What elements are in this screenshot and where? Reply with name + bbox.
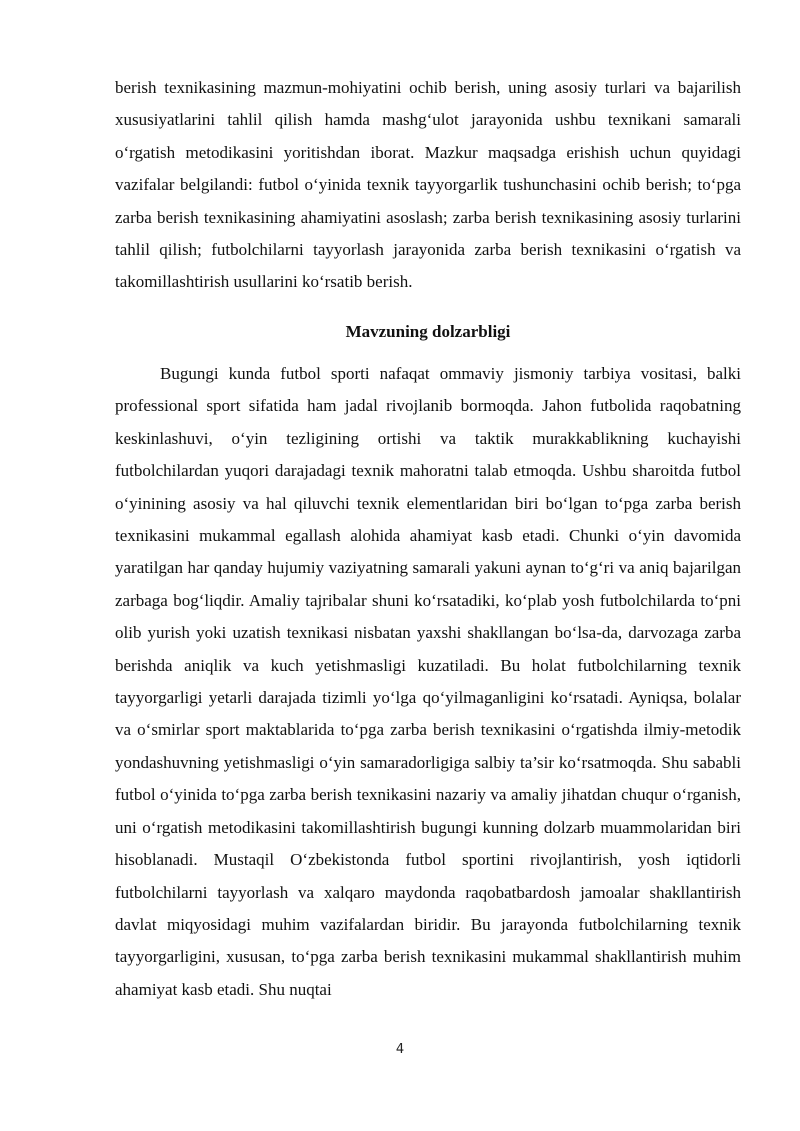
intro-paragraph: berish texnikasining mazmun-mohiyatini ochib berish, uning asosiy turlari va bajarilish xususiyatlarini tahlil qilish hamda mashg‘ulot jarayonida ushbu texnikani samarali o‘rgatish metodikasini yoritishdan iborat. Mazkur maqsadga erishish uchun quyidagi vazifalar belgilandi: futbol o‘yinida texnik tayyorgarlik tushunchasini ochib berish; to‘pga zarba berish texnikasining ahamiyatini asoslash; zarba berish texnikasining asosiy turlarini tahlil qilish; futbolchilarni tayyorlash jarayonida zarba berish texnikasini o‘rgatish va takomillashtirish usullarini ko‘rsatib berish. xyxy=(115,78,741,292)
body-paragraph: Bugungi kunda futbol sporti nafaqat ommaviy jismoniy tarbiya vositasi, balki professional sport sifatida ham jadal rivojlanib bormoqda. Jahon futbolida raqobatning keskinlashuvi, o‘yin tezligining ortishi va taktik murakkablikning kuchayishi futbolchilardan yuqori darajadagi texnik mahoratni talab etmoqda. Ushbu sharoitda futbol o‘yinining asosiy va hal qiluvchi texnik elementlaridan biri bo‘lgan to‘pga zarba berish texnikasini mukammal egallash alohida ahamiyat kasb etadi. Chunki o‘yin davomida yaratilgan har qanday hujumiy vaziyatning samarali yakuni aynan to‘g‘ri va aniq bajarilgan zarbaga bog‘liqdir. Amaliy tajribalar shuni ko‘rsatadiki, ko‘plab yosh futbolchilarda to‘pni olib yurish yoki uzatish texnikasi nisbatan yaxshi shakllangan bo‘lsa-da, darvozaga zarba berishda aniqlik va kuch yetishmasligi kuzatiladi. Bu holat futbolchilarning texnik tayyorgarligi yetarli darajada tizimli yo‘lga qo‘yilmaganligini ko‘rsatadi. Ayniqsa, bolalar va o‘smirlar sport maktablarida to‘pga zarba berish texnikasini o‘rgatishda ilmiy-metodik yondashuvning yetishmasligi o‘yin samaradorligiga salbiy ta’sir ko‘rsatmoqda. Shu sababli futbol o‘yinida to‘pga zarba berish texnikasini nazariy va amaliy jihatdan chuqur o‘rganish, uni o‘rgatish metodikasini takomillashtirish bugungi kunning dolzarb muammolaridan biri hisoblanadi. Mustaqil O‘zbekistonda futbol sportini rivojlantirish, yosh iqtidorli futbolchilarni tayyorlash va xalqaro maydonda raqobatbardosh jamoalar shakllantirish davlat miqyosidagi muhim vazifalardan biridir. Bu jarayonda futbolchilarning texnik tayyorgarligini, xususan, to‘pga zarba berish texnikasini mukammal shakllantirish muhim ahamiyat kasb etadi. Shu nuqtai xyxy=(115,364,741,999)
section-heading: Mavzuning dolzarbligi xyxy=(345,322,511,341)
page-number: 4 xyxy=(395,1042,405,1057)
